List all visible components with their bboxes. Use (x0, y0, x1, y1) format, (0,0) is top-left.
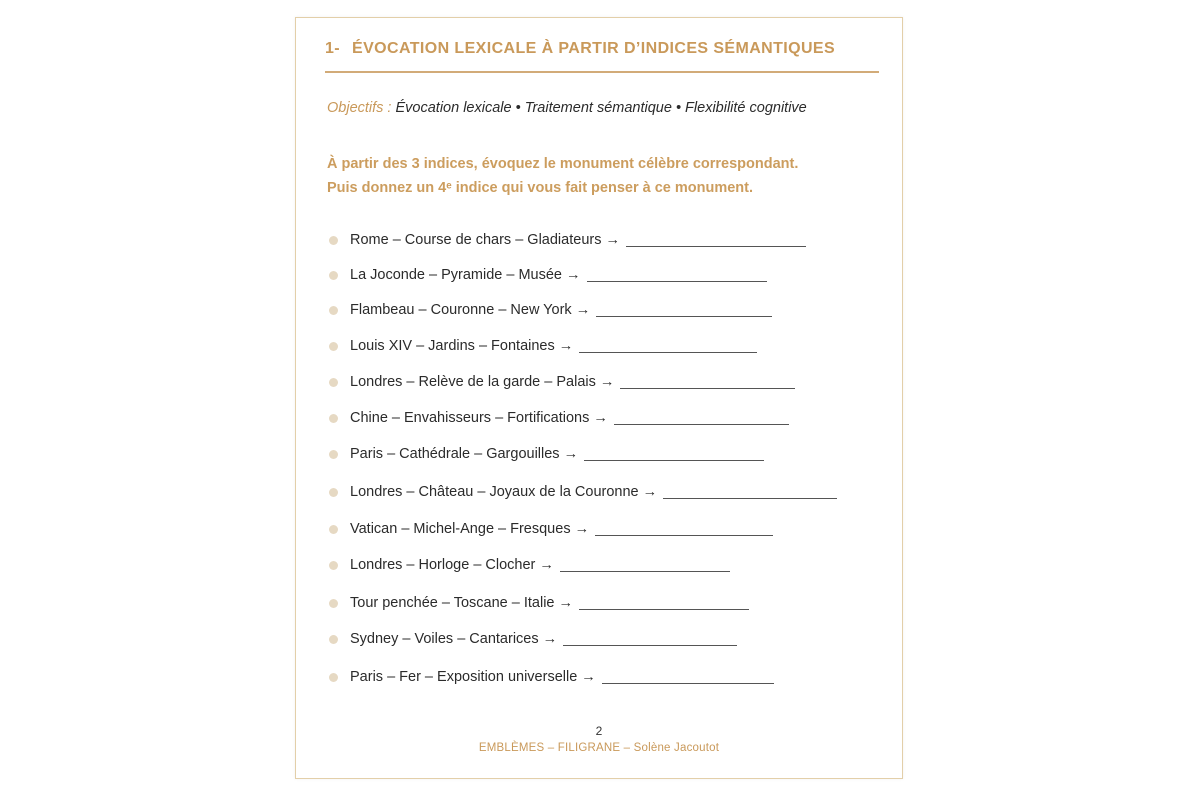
footer-credit: EMBLÈMES – FILIGRANE – Solène Jacoutot (478, 742, 720, 754)
clue-text: Sydney – Voiles – Cantarices → (350, 631, 558, 647)
clue-text: Londres – Relève de la garde – Palais → (350, 374, 615, 390)
clue-text: Rome – Course de chars – Gladiateurs → (350, 232, 620, 248)
list-item (329, 300, 772, 320)
instruction-line-1: À partir des 3 indices, évoquez le monument célèbre correspondant. (327, 156, 799, 172)
answer-blank[interactable] (596, 303, 772, 317)
answer-blank[interactable] (563, 632, 737, 646)
bullet-icon (329, 236, 338, 245)
list-item (329, 230, 806, 250)
bullet-icon (329, 561, 338, 570)
clue-text: Paris – Cathédrale – Gargouilles → (350, 446, 579, 462)
list-item (329, 336, 757, 356)
bullet-icon (329, 450, 338, 459)
answer-blank[interactable] (626, 233, 806, 247)
answer-blank[interactable] (595, 522, 773, 536)
answer-blank[interactable] (614, 411, 789, 425)
answer-blank[interactable] (663, 485, 837, 499)
clue-text: Vatican – Michel-Ange – Fresques → (350, 521, 590, 537)
list-item (329, 593, 749, 613)
list-item (329, 555, 730, 575)
bullet-icon (329, 378, 338, 387)
bullet-icon (329, 414, 338, 423)
header-divider (325, 71, 879, 73)
list-item (329, 519, 773, 539)
clue-text: Londres – Horloge – Clocher → (350, 557, 554, 573)
answer-blank[interactable] (579, 596, 749, 610)
clue-text: Londres – Château – Joyaux de la Couronne → (350, 484, 658, 500)
clue-text: Tour penchée – Toscane – Italie → (350, 595, 574, 611)
answer-blank[interactable] (602, 670, 774, 684)
clue-text: Paris – Fer – Exposition universelle → (350, 669, 596, 685)
bullet-icon (329, 306, 338, 315)
section-number: 1- (325, 40, 341, 57)
answer-blank[interactable] (579, 339, 757, 353)
section-title-text: ÉVOCATION LEXICALE À PARTIR D’INDICES SÉMANTIQUES (352, 40, 836, 57)
instructions (327, 152, 798, 200)
bullet-icon (329, 673, 338, 682)
bullet-icon (329, 599, 338, 608)
list-item (329, 408, 789, 428)
answer-blank[interactable] (620, 375, 795, 389)
objectives-line (327, 100, 807, 116)
bullet-icon (329, 635, 338, 644)
instruction-line-2: Puis donnez un 4ᵉ indice qui vous fait penser à ce monument. (327, 180, 754, 196)
bullet-icon (329, 488, 338, 497)
answer-blank[interactable] (560, 558, 730, 572)
objectives-label: Objectifs : (327, 100, 392, 116)
clue-text: Flambeau – Couronne – New York → (350, 302, 591, 318)
worksheet-page (295, 17, 903, 779)
list-item (329, 629, 737, 649)
bullet-icon (329, 271, 338, 280)
section-header (325, 40, 880, 58)
bullet-icon (329, 342, 338, 351)
list-item (329, 482, 837, 502)
answer-blank[interactable] (587, 268, 767, 282)
list-item (329, 667, 774, 687)
objectives-text: Évocation lexicale • Traitement sémantique • Flexibilité cognitive (395, 100, 807, 116)
section-title (325, 40, 880, 58)
clue-text: La Joconde – Pyramide – Musée → (350, 267, 581, 283)
list-item (329, 444, 764, 464)
list-item (329, 265, 767, 285)
list-item (329, 372, 795, 392)
answer-blank[interactable] (584, 447, 764, 461)
bullet-icon (329, 525, 338, 534)
clue-text: Chine – Envahisseurs – Fortifications → (350, 410, 608, 426)
page-number: 2 (595, 724, 603, 738)
clue-text: Louis XIV – Jardins – Fontaines → (350, 338, 574, 354)
